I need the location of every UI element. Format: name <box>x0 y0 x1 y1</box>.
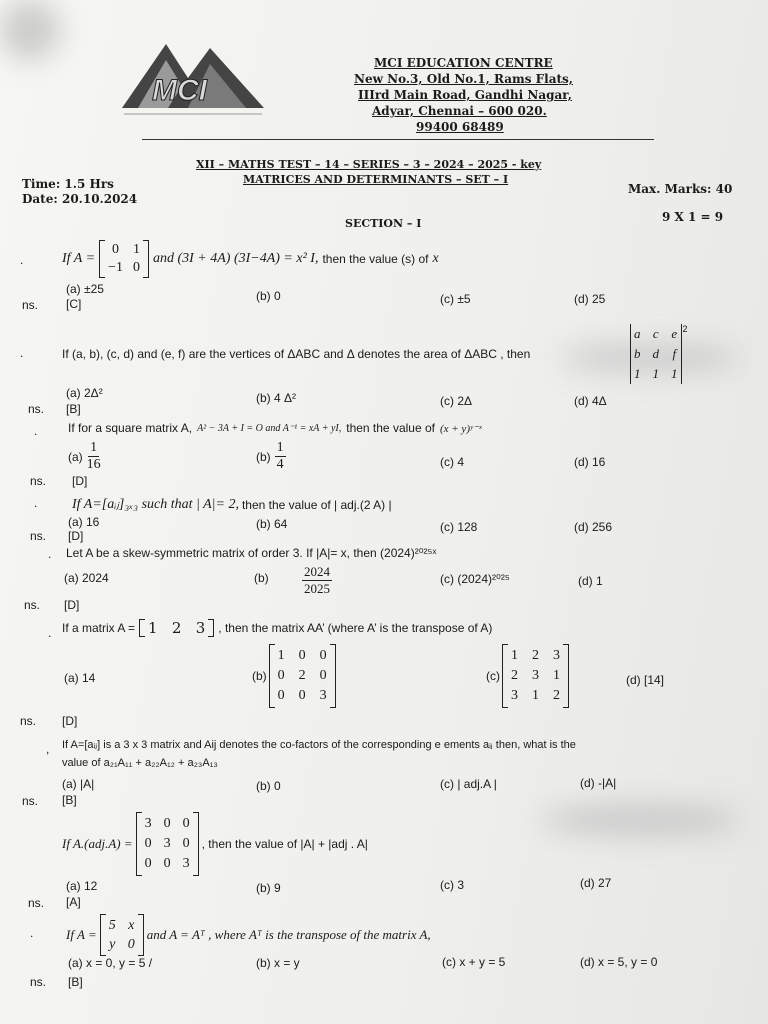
answer-key: [D] <box>68 529 84 543</box>
answer-key: [B] <box>66 402 81 416</box>
option-c: (c) 1 2 3 2 3 1 3 1 2 <box>486 644 569 708</box>
option-b: (b) 9 <box>256 881 281 895</box>
scan-shadow <box>540 805 740 835</box>
question-9 <box>66 914 431 956</box>
answer-label: ns. <box>30 975 47 989</box>
matrix: 5 x y 0 <box>100 914 144 956</box>
answer-key: [B] <box>68 975 83 989</box>
option-d: (d) 16 <box>574 455 606 469</box>
scan-shadow <box>0 0 60 60</box>
option-d: (d) -|A| <box>580 776 617 790</box>
question-text: then the value of <box>346 421 435 435</box>
option-a: (a) 2Δ² <box>66 386 103 400</box>
bullet: . <box>30 926 34 940</box>
option-b-fraction: $\frac{2024}{2025}$ <box>304 564 330 596</box>
question-text: then the value (s) of <box>322 252 429 266</box>
answer-key: [A] <box>66 895 81 909</box>
question-text: , then the value of |A| + |adj . A| <box>201 837 368 851</box>
question-text: and (3I + 4A) (3I−4A) = x² I, <box>152 251 319 266</box>
option-b: (b) 1 0 0 0 2 0 0 0 3 <box>252 644 336 708</box>
question-text: If A=[aᵢⱼ]₃ₓ₃ such that | A|= 2, <box>72 497 239 512</box>
test-title: XII – MATHS TEST – 14 – SERIES – 3 – 2024 – 2025 - key <box>196 158 542 171</box>
phone-number: 99400 68489 <box>416 120 504 134</box>
question-3 <box>68 421 482 435</box>
bullet: . <box>34 424 38 438</box>
option-a: (a) x = 0, y = 5 / <box>68 956 153 970</box>
question-text: A² − 3A + I = O and A⁻¹ = xA + yI, <box>197 422 342 434</box>
option-a: (a) $\frac{1}{16}$ <box>68 440 101 472</box>
marks-formula: 9 X 1 = 9 <box>662 210 724 224</box>
question-5-text: Let A be a skew-symmetric matrix of order 3. If |A|= x, then (2024)²⁰²⁵ˣ <box>66 546 437 560</box>
option-b: (b) 4 Δ² <box>256 391 297 405</box>
answer-label: ns. <box>22 298 39 312</box>
question-text: , then the matrix AA’ (where A’ is the transpose of A) <box>218 621 493 635</box>
option-b: (b) 64 <box>256 517 288 531</box>
answer-label: ns. <box>24 598 41 612</box>
answer-label: ns. <box>20 714 37 728</box>
date-label: Date: 20.10.2024 <box>22 192 138 206</box>
option-c: (c) 3 <box>440 878 464 892</box>
option-c: (c) x + y = 5 <box>442 955 506 969</box>
question-text: If A = <box>62 251 96 266</box>
question-text: If A.(adj.A) = <box>62 836 133 851</box>
answer-label: ns. <box>28 402 45 416</box>
option-b: (b) 0 <box>256 289 281 303</box>
bullet: . <box>48 626 52 640</box>
option-d: (d) x = 5, y = 0 <box>580 955 658 969</box>
option-c: (c) ±5 <box>440 292 471 306</box>
answer-key: [D] <box>64 598 80 612</box>
centre-name: MCI EDUCATION CENTRE <box>374 56 553 70</box>
option-c: (c) (2024)²⁰²⁵ <box>440 572 510 586</box>
question-8 <box>62 812 368 876</box>
answer-key: [D] <box>62 714 78 728</box>
header-divider <box>142 139 654 140</box>
option-a: (a) 2024 <box>64 571 109 585</box>
option-a: (a) ±25 <box>66 282 104 296</box>
question-7-text: If A=[aᵢⱼ] is a 3 x 3 matrix and Aij denotes the co-factors of the corresponding e ements aᵢⱼ then, what is the <box>62 739 576 751</box>
question-4 <box>72 496 392 513</box>
option-a: (a) 14 <box>64 671 96 685</box>
address-line-2: IIIrd Main Road, Gandhi Nagar, <box>358 88 572 102</box>
question-text: If A = <box>66 927 97 942</box>
address-line-3: Adyar, Chennai – 600 020. <box>372 104 547 118</box>
option-d: (d) 1 <box>578 574 603 588</box>
option-d: (d) 27 <box>580 876 612 890</box>
bullet: . <box>48 547 52 561</box>
option-b: (b) x = y <box>256 956 300 970</box>
option-c: (c) 4 <box>440 455 464 469</box>
bullet: . <box>20 253 24 267</box>
address-line-1: New No.3, Old No.1, Rams Flats, <box>354 72 573 86</box>
option-a: (a) 12 <box>66 879 98 893</box>
bullet: , <box>46 742 50 756</box>
option-d: (d) 256 <box>574 520 613 534</box>
question-text: If for a square matrix A, <box>68 421 193 435</box>
mci-logo <box>118 38 268 125</box>
question-text: and A = Aᵀ , where Aᵀ is the transpose of the matrix A, <box>146 927 431 942</box>
time-label: Time: 1.5 Hrs <box>22 177 114 191</box>
answer-key: [C] <box>66 297 82 311</box>
option-d: (d) [14] <box>626 673 665 687</box>
option-b: (b) 0 <box>256 779 281 793</box>
answer-label: ns. <box>30 529 47 543</box>
logo-text: MCI <box>152 74 207 107</box>
question-6 <box>62 619 492 637</box>
question-1 <box>62 240 439 278</box>
row-matrix: 1 2 3 <box>139 619 214 637</box>
option-d: (d) 25 <box>574 292 606 306</box>
determinant: a c e b d f 1 1 1 2 <box>630 324 688 384</box>
answer-label: ns. <box>30 474 47 488</box>
bullet: . <box>20 346 24 360</box>
max-marks: Max. Marks: 40 <box>628 182 733 196</box>
question-text: x <box>432 251 439 266</box>
matrix: 0 1 −1 0 <box>99 240 149 278</box>
answer-label: ns. <box>28 896 45 910</box>
option-c: (c) 2Δ <box>440 394 473 408</box>
matrix: 3 0 0 0 3 0 0 0 3 <box>136 812 199 876</box>
question-text: If a matrix A = <box>62 621 136 635</box>
option-d: (d) 4Δ <box>574 394 607 408</box>
section-title: SECTION – I <box>345 217 422 230</box>
question-7-value: value of a₂₁A₁₁ + a₂₂A₁₂ + a₂₃A₁₃ <box>62 757 218 769</box>
option-b: (b) $\frac{1}{4}$ <box>256 440 284 472</box>
option-c: (c) 128 <box>440 520 478 534</box>
test-subtitle: MATRICES AND DETERMINANTS – SET – I <box>243 173 509 186</box>
power: 2 <box>682 324 688 334</box>
question-text: then the value of | adj.(2 A) | <box>241 497 392 512</box>
question-text: (x + y)ʸ⁻ˣ <box>439 422 482 435</box>
question-2-text: If (a, b), (c, d) and (e, f) are the vertices of ΔABC and Δ denotes the area of ΔABC , then <box>62 347 531 361</box>
option-c: (c) | adj.A | <box>440 777 497 791</box>
option-a: (a) |A| <box>62 777 95 791</box>
answer-key: [D] <box>72 474 88 488</box>
answer-key: [B] <box>62 793 77 807</box>
bullet: . <box>34 496 38 510</box>
answer-label: ns. <box>22 794 39 808</box>
option-b: (b) <box>254 571 269 585</box>
option-a: (a) 16 <box>68 515 100 529</box>
